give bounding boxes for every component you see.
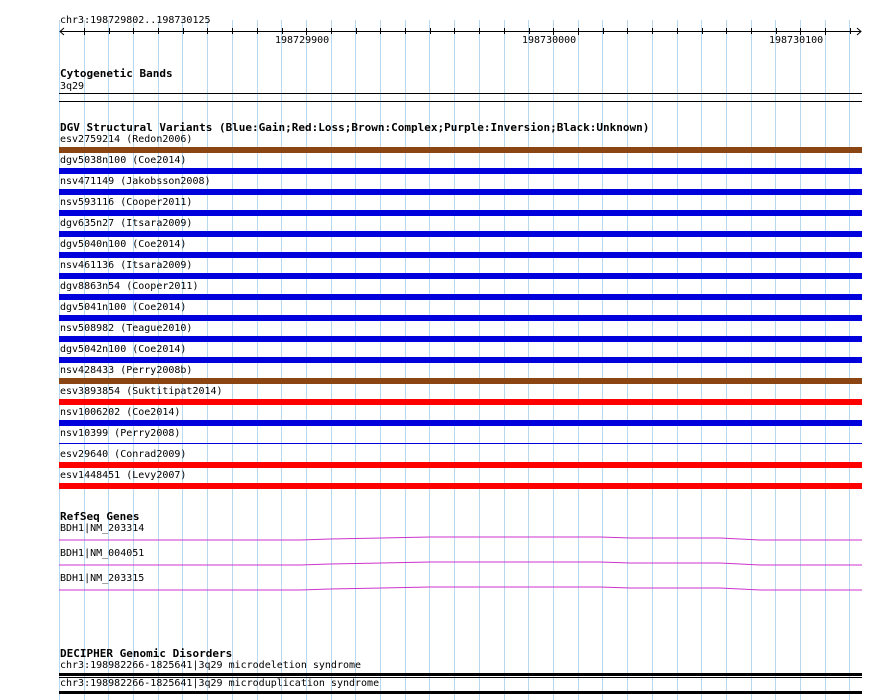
- dgv-item-label: esv2759214 (Redon2006): [60, 134, 193, 145]
- decipher-item-label: chr3:198982266-1825641|3q29 microdeletion syndrome: [60, 660, 362, 671]
- cytoband-line: [59, 101, 862, 102]
- dgv-item-label: nsv428433 (Perry2008b): [60, 365, 193, 376]
- dgv-item-label: nsv10399 (Perry2008): [60, 428, 181, 439]
- dgv-item-label: nsv1006202 (Coe2014): [60, 407, 181, 418]
- dgv-track-title: DGV Structural Variants (Blue:Gain;Red:Loss;Brown:Complex;Purple:Inversion;Black:Unknown): [60, 121, 650, 134]
- dgv-item-label: dgv635n27 (Itsara2009): [60, 218, 193, 229]
- dgv-feature-bar[interactable]: [59, 315, 862, 321]
- decipher-feature[interactable]: [59, 673, 862, 676]
- dgv-item-label: dgv8863n54 (Cooper2011): [60, 281, 199, 292]
- gene-intron-line: [59, 537, 862, 540]
- dgv-feature-bar[interactable]: [59, 231, 862, 237]
- dgv-item-label: esv29640 (Conrad2009): [60, 449, 187, 460]
- dgv-feature-bar[interactable]: [59, 357, 862, 363]
- dgv-item-label: esv3893854 (Suktitipat2014): [60, 386, 223, 397]
- dgv-item-label: dgv5040n100 (Coe2014): [60, 239, 187, 250]
- tick-label: 198730100: [769, 35, 824, 46]
- dgv-item-label: dgv5038n100 (Coe2014): [60, 155, 187, 166]
- refseq-gene-feature[interactable]: [0, 534, 890, 544]
- refseq-gene-label: BDH1|NM_203315: [60, 573, 145, 584]
- dgv-feature-bar[interactable]: [59, 147, 862, 153]
- dgv-item-label: nsv471149 (Jakobsson2008): [60, 176, 211, 187]
- dgv-feature-bar[interactable]: [59, 483, 862, 489]
- dgv-item-label: esv1448451 (Levy2007): [60, 470, 187, 481]
- dgv-feature-bar[interactable]: [59, 210, 862, 216]
- dgv-feature-bar[interactable]: [59, 168, 862, 174]
- dgv-feature-bar[interactable]: [59, 462, 862, 468]
- refseq-track-title: RefSeq Genes: [60, 510, 140, 523]
- tick-label: 198730000: [522, 35, 577, 46]
- locus-label: chr3:198729802..198730125: [60, 15, 211, 26]
- dgv-feature-bar[interactable]: [59, 189, 862, 195]
- dgv-feature-bar[interactable]: [59, 294, 862, 300]
- dgv-feature-bar[interactable]: [59, 378, 862, 384]
- gene-intron-line: [59, 587, 862, 590]
- cytogenetic-track-title: Cytogenetic Bands: [60, 67, 173, 80]
- ruler-axis: [0, 0, 890, 50]
- dgv-item-label: nsv508982 (Teague2010): [60, 323, 193, 334]
- dgv-item-label: dgv5041n100 (Coe2014): [60, 302, 187, 313]
- decipher-track-title: DECIPHER Genomic Disorders: [60, 647, 233, 660]
- dgv-item-label: dgv5042n100 (Coe2014): [60, 344, 187, 355]
- decipher-feature[interactable]: [59, 691, 862, 694]
- dgv-item-label: nsv593116 (Cooper2011): [60, 197, 193, 208]
- dgv-feature-bar[interactable]: [59, 420, 862, 426]
- decipher-item-label: chr3:198982266-1825641|3q29 microduplication syndrome: [60, 678, 380, 689]
- refseq-gene-feature[interactable]: [0, 584, 890, 594]
- refseq-gene-label: BDH1|NM_004051: [60, 548, 145, 559]
- tick-label: 198729900: [275, 35, 330, 46]
- dgv-feature-bar[interactable]: [59, 336, 862, 342]
- gene-intron-line: [59, 562, 862, 565]
- dgv-item-label: nsv461136 (Itsara2009): [60, 260, 193, 271]
- cytoband-label: 3q29: [60, 81, 85, 92]
- dgv-feature-bar[interactable]: [59, 399, 862, 405]
- cytoband-line[interactable]: [59, 93, 862, 94]
- refseq-gene-label: BDH1|NM_203314: [60, 523, 145, 534]
- refseq-gene-feature[interactable]: [0, 559, 890, 569]
- dgv-feature-bar[interactable]: [59, 252, 862, 258]
- dgv-feature-bar[interactable]: [59, 273, 862, 279]
- dgv-feature-bar[interactable]: [59, 443, 862, 444]
